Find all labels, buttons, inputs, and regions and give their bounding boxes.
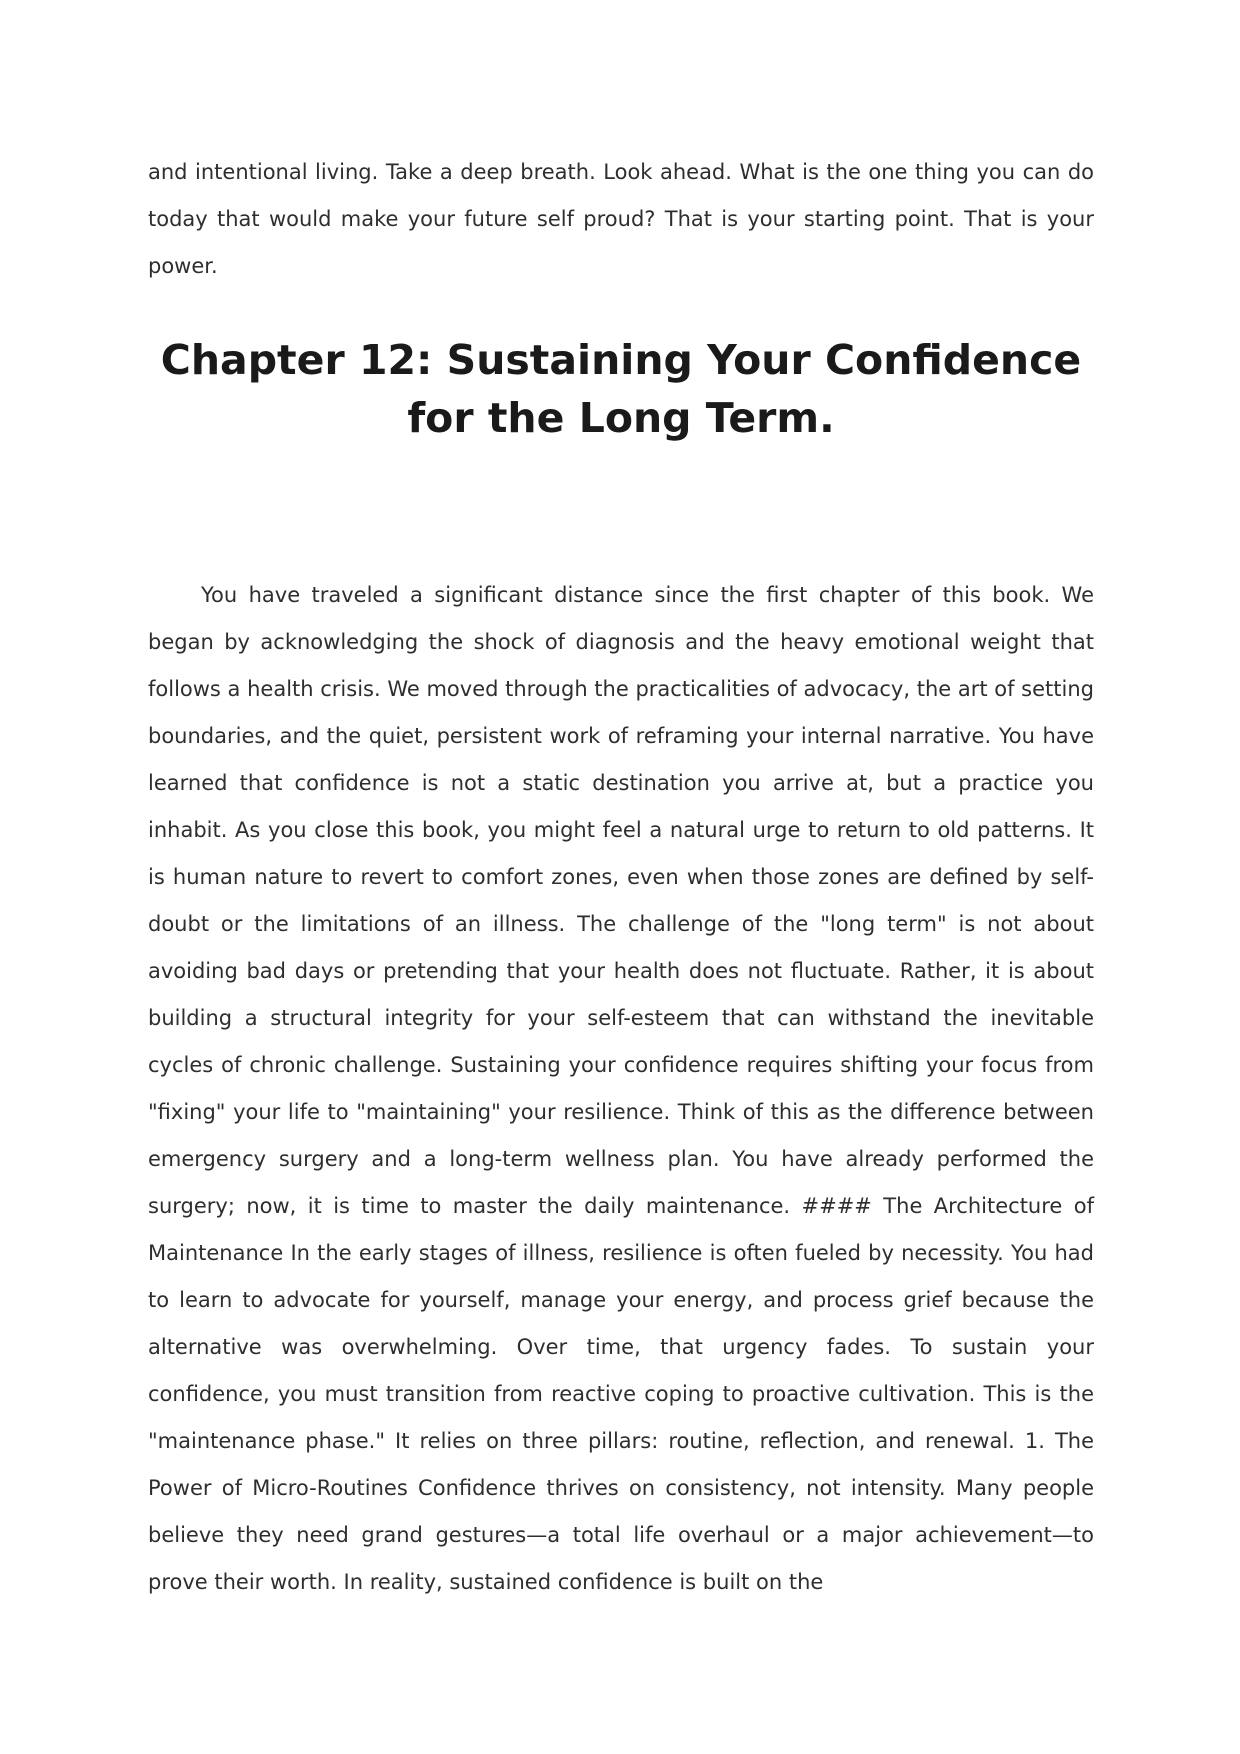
chapter-title: Chapter 12: Sustaining Your Confidence for the Long Term. bbox=[160, 336, 1082, 442]
continuation-paragraph: and intentional living. Take a deep breath. Look ahead. What is the one thing you can do today that would make your future self proud? That is your starting point. That is your power. bbox=[148, 160, 1094, 278]
chapter-body-paragraph: You have traveled a significant distance since the first chapter of this book. We began by acknowledging the shock of diagnosis and the heavy emotional weight that follows a health crisis. We moved through the practicalities of advocacy, the art of setting boundaries, and the quiet, persistent work of reframing your internal narrative. You have learned that confidence is not a static destination you arrive at, but a practice you inhabit. As you close this book, you might feel a natural urge to return to old patterns. It is human nature to revert to comfort zones, even when those zones are defined by self-doubt or the limitations of an illness. The challenge of the "long term" is not about avoiding bad days or pretending that your health does not fluctuate. Rather, it is about building a structural integrity for your self-esteem that can withstand the inevitable cycles of chronic challenge. Sustaining your confidence requires shifting your focus from "fixing" your life to "maintaining" your resilience. Think of this as the difference between emergency surgery and a long-term wellness plan. You have already performed the surgery; now, it is time to master the daily maintenance. #### The Architecture of Maintenance In the early stages of illness, resilience is often fueled by necessity. You had to learn to advocate for yourself, manage your energy, and process grief because the alternative was overwhelming. Over time, that urgency fades. To sustain your confidence, you must transition from reactive coping to proactive cultivation. This is the "maintenance phase." It relies on three pillars: routine, reflection, and renewal. 1. The Power of Micro-Routines Confidence thrives on consistency, not intensity. Many people believe they need grand gestures—a total life overhaul or a major achievement—to prove their worth. In reality, sustained confidence is built on the bbox=[148, 583, 1094, 1594]
